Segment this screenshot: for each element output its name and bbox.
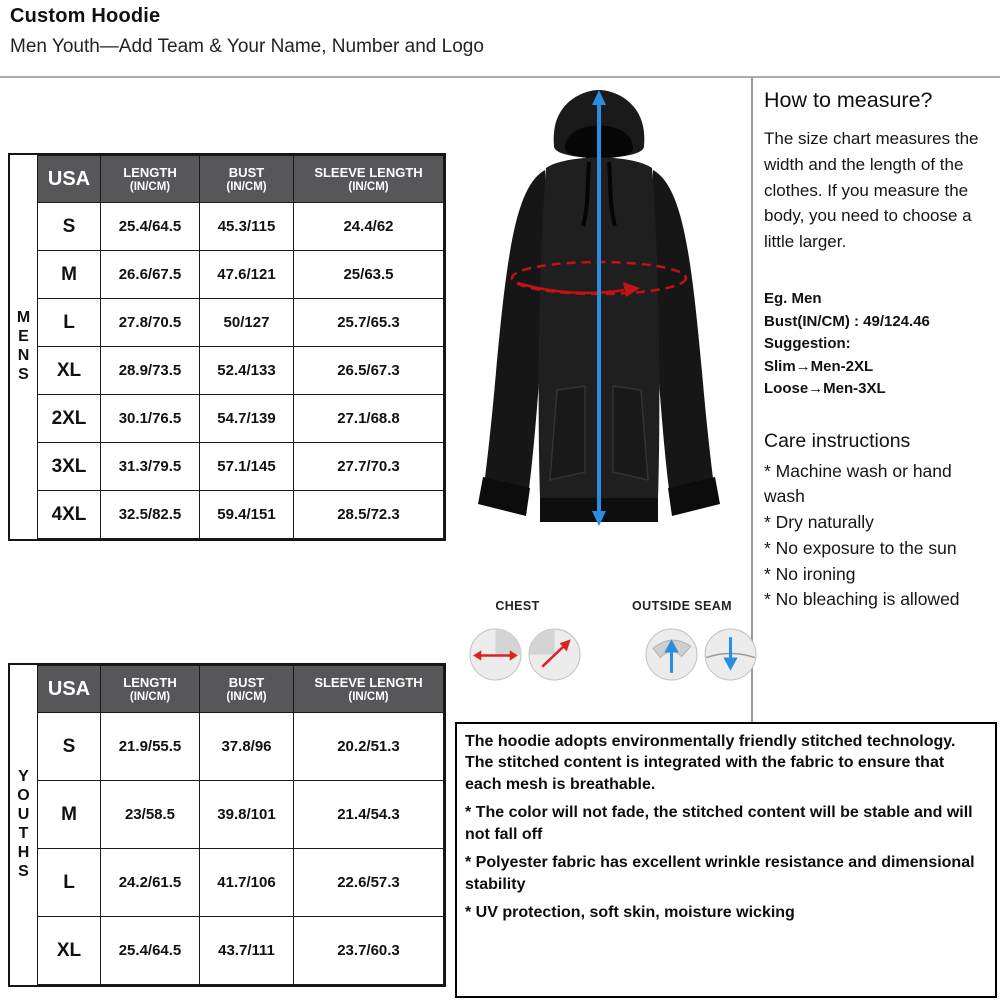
table-row <box>38 713 444 781</box>
col-title: LENGTH <box>123 675 177 690</box>
info-paragraph: * UV protection, soft skin, moisture wicking <box>465 904 795 922</box>
size-label: M <box>38 251 101 299</box>
size-label: S <box>38 713 101 781</box>
bust-value: 47.6/121 <box>200 251 294 299</box>
how-to-measure-body: The size chart measures the width and the length of the clothes. If you measure the body, you need to choose a little larger. <box>764 129 979 252</box>
youths-group-strip <box>10 665 37 985</box>
bust-value: 41.7/106 <box>200 849 294 917</box>
care-item: * Machine wash or hand wash <box>764 460 952 507</box>
bust-value: 57.1/145 <box>200 443 294 491</box>
youths-size-table <box>8 663 446 987</box>
length-value: 31.3/79.5 <box>101 443 200 491</box>
bust-value: 43.7/111 <box>200 917 294 985</box>
length-value: 28.9/73.5 <box>101 347 200 395</box>
table-row <box>38 395 444 443</box>
col-title: SLEEVE LENGTH <box>314 165 423 180</box>
sleeve-value: 27.7/70.3 <box>294 443 444 491</box>
table-row <box>38 917 444 985</box>
col-bust <box>200 666 294 713</box>
care-instructions-title: Care instructions <box>764 429 911 452</box>
chest-diagonal-icon <box>527 627 582 687</box>
col-length <box>101 666 200 713</box>
size-label: 3XL <box>38 443 101 491</box>
table-row <box>38 203 444 251</box>
vertical-divider <box>751 78 753 722</box>
mens-size-table <box>8 153 446 541</box>
info-paragraph: * Polyester fabric has excellent wrinkle resistance and dimensional stability <box>465 854 975 893</box>
example-line: Loose→Men-3XL <box>764 380 886 398</box>
length-value: 25.4/64.5 <box>101 917 200 985</box>
bust-value: 37.8/96 <box>200 713 294 781</box>
sleeve-value: 20.2/51.3 <box>294 713 444 781</box>
care-item: * No ironing <box>764 563 856 584</box>
care-item: * No exposure to the sun <box>764 537 957 558</box>
bust-value: 52.4/133 <box>200 347 294 395</box>
sleeve-value: 21.4/54.3 <box>294 781 444 849</box>
length-value: 25.4/64.5 <box>101 203 200 251</box>
info-paragraph: The hoodie adopts environmentally friendly stitched technology. The stitched content is integrated with the fabric to ensure that each mesh is breathable. <box>465 733 956 793</box>
sleeve-value: 25/63.5 <box>294 251 444 299</box>
col-length <box>101 156 200 203</box>
table-header-row <box>38 666 444 713</box>
youths-table <box>37 665 444 985</box>
col-sub: (IN/CM) <box>226 691 267 703</box>
chest-width-icon <box>468 627 523 687</box>
sleeve-value: 28.5/72.3 <box>294 491 444 539</box>
table-row <box>38 299 444 347</box>
table-header-row <box>38 156 444 203</box>
mens-group-strip <box>10 155 37 539</box>
size-label: L <box>38 849 101 917</box>
care-instructions-list <box>764 459 996 613</box>
hoodie-illustration <box>450 82 748 600</box>
care-item: * No bleaching is allowed <box>764 589 960 610</box>
col-sub: (IN/CM) <box>348 691 389 703</box>
bust-value: 50/127 <box>200 299 294 347</box>
col-usa: USA <box>38 156 101 203</box>
sizing-example <box>764 288 996 401</box>
col-title: BUST <box>228 165 265 180</box>
size-label: 2XL <box>38 395 101 443</box>
seam-down-icon <box>703 627 758 687</box>
col-sleeve <box>294 156 444 203</box>
fabric-info-box <box>455 722 997 998</box>
page-title: Custom Hoodie <box>10 5 161 27</box>
example-line: Suggestion: <box>764 335 851 353</box>
col-title: LENGTH <box>123 165 177 180</box>
page-subtitle: Men Youth—Add Team & Your Name, Number and Logo <box>10 36 484 57</box>
size-label: XL <box>38 347 101 395</box>
sleeve-value: 23.7/60.3 <box>294 917 444 985</box>
length-value: 24.2/61.5 <box>101 849 200 917</box>
sleeve-value: 24.4/62 <box>294 203 444 251</box>
mens-group-label: M E N S <box>16 309 31 383</box>
horizontal-divider <box>0 76 1000 78</box>
table-row <box>38 781 444 849</box>
col-sleeve <box>294 666 444 713</box>
col-title: BUST <box>228 675 265 690</box>
care-item: * Dry naturally <box>764 512 874 533</box>
col-sub: (IN/CM) <box>129 691 171 703</box>
size-label: XL <box>38 917 101 985</box>
outside-seam-label: OUTSIDE SEAM <box>632 599 732 613</box>
hoodie-svg <box>450 82 748 600</box>
example-line: Slim→Men-2XL <box>764 357 874 375</box>
seam-up-icon <box>644 627 699 687</box>
length-value: 27.8/70.5 <box>101 299 200 347</box>
table-row <box>38 443 444 491</box>
mens-table <box>37 155 444 539</box>
bust-value: 45.3/115 <box>200 203 294 251</box>
col-sub: (IN/CM) <box>226 181 267 193</box>
size-label: L <box>38 299 101 347</box>
length-value: 21.9/55.5 <box>101 713 200 781</box>
sleeve-value: 26.5/67.3 <box>294 347 444 395</box>
bust-value: 39.8/101 <box>200 781 294 849</box>
col-title: SLEEVE LENGTH <box>314 675 423 690</box>
length-value: 23/58.5 <box>101 781 200 849</box>
example-line: Bust(IN/CM) : 49/124.46 <box>764 312 930 330</box>
info-paragraph: * The color will not fade, the stitched content will be stable and will not fall off <box>465 804 973 843</box>
length-value: 26.6/67.5 <box>101 251 200 299</box>
length-value: 32.5/82.5 <box>101 491 200 539</box>
table-row <box>38 347 444 395</box>
col-sub: (IN/CM) <box>129 181 171 193</box>
table-row <box>38 251 444 299</box>
size-label: S <box>38 203 101 251</box>
chest-label: CHEST <box>495 599 540 613</box>
how-to-measure-title: How to measure? <box>764 88 933 112</box>
sleeve-value: 22.6/57.3 <box>294 849 444 917</box>
table-row <box>38 849 444 917</box>
size-label: 4XL <box>38 491 101 539</box>
example-line: Eg. Men <box>764 290 822 308</box>
col-usa: USA <box>38 666 101 713</box>
sleeve-value: 25.7/65.3 <box>294 299 444 347</box>
length-value: 30.1/76.5 <box>101 395 200 443</box>
table-row <box>38 491 444 539</box>
size-label: M <box>38 781 101 849</box>
col-sub: (IN/CM) <box>348 181 389 193</box>
col-bust <box>200 156 294 203</box>
how-to-measure-section <box>764 88 996 613</box>
sleeve-value: 27.1/68.8 <box>294 395 444 443</box>
bust-value: 59.4/151 <box>200 491 294 539</box>
youths-group-label: Y O U T H S <box>17 768 30 880</box>
bust-value: 54.7/139 <box>200 395 294 443</box>
